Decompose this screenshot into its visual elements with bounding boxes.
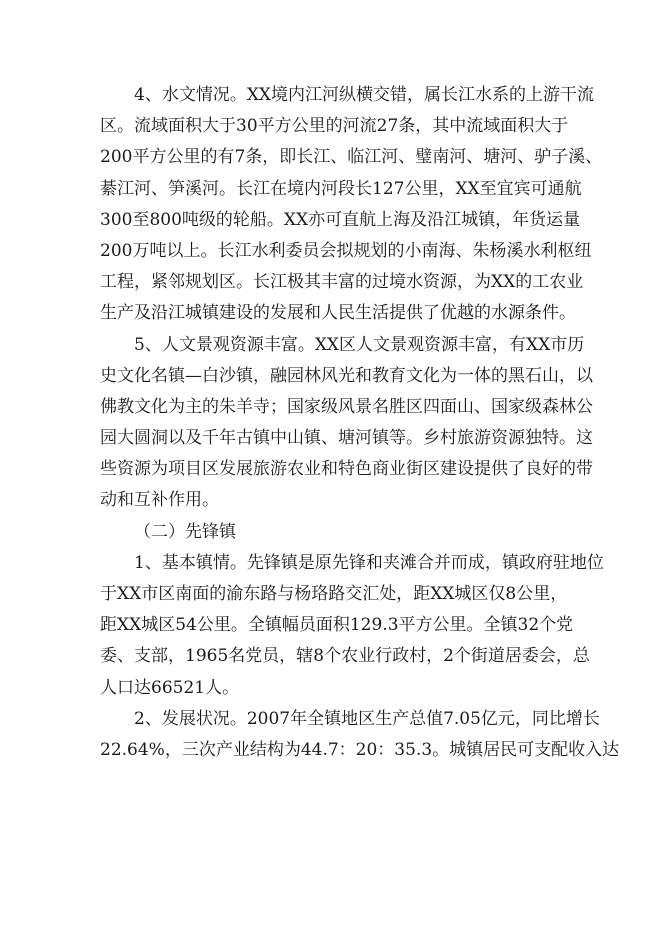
text-line: 佛教文化为主的朱羊寺；国家级风景名胜区四面山、国家级森林公	[100, 396, 593, 417]
paragraph-culture	[100, 330, 593, 517]
text-line: 史文化名镇—白沙镇，融园林风光和教育文化为一体的黑石山，以	[100, 365, 593, 386]
text-line: 300至800吨级的轮船。XX亦可直航上海及沿江城镇，年货运量	[100, 209, 581, 230]
text-line: 200平方公里的有7条，即长江、临江河、璧南河、塘河、驴子溪、	[100, 147, 603, 168]
text-line: 5、人文景观资源丰富。XX区人文景观资源丰富，有XX市历	[134, 334, 585, 355]
text-line: 4、水文情况。XX境内江河纵横交错，属长江水系的上游干流	[134, 85, 595, 105]
text-line: 200万吨以上。长江水利委员会拟规划的小南海、朱杨溪水利枢纽	[100, 240, 592, 261]
text-line: 动和互补作用。	[100, 490, 219, 511]
text-line: 些资源为项目区发展旅游农业和特色商业街区建设提供了良好的带	[100, 459, 593, 480]
paragraph-basic	[100, 548, 604, 704]
text-line: 于XX市区南面的渝东路与杨珞路交汇处，距XX城区仅8公里，	[100, 584, 568, 604]
text-line: 人口达66521人。	[100, 677, 240, 698]
text-line: 綦江河、笋溪河。长江在境内河段长127公里，XX至宜宾可通航	[100, 178, 582, 199]
paragraph-water	[100, 80, 603, 330]
text-line: 区。流域面积大于30平方公里的河流27条，其中流域面积大于	[100, 116, 569, 137]
text-line: 工程，紧邻规划区。长江极其丰富的过境水资源，为XX的工农业	[100, 272, 584, 293]
text-line: 委、支部，1965名党员，辖8个农业行政村，2个街道居委会，总	[100, 646, 590, 667]
paragraph-development	[100, 704, 620, 766]
text-line: 2、发展状况。2007年全镇地区生产总值7.05亿元，同比增长	[134, 708, 600, 729]
text-line: 距XX城区54公里。全镇幅员面积129.3平方公里。全镇32个党	[100, 615, 574, 636]
section-heading-text: （二）先锋镇	[134, 521, 236, 542]
text-line: 园大圆洞以及千年古镇中山镇、塘河镇等。乡村旅游资源独特。这	[100, 428, 593, 449]
text-line: 1、基本镇情。先锋镇是原先锋和夹滩合并而成，镇政府驻地位	[134, 552, 604, 573]
text-line: 22.64%，三次产业结构为44.7：20：35.3。城镇居民可支配收入达	[100, 739, 620, 760]
section-heading	[100, 517, 562, 548]
document-body	[100, 80, 620, 766]
text-line: 生产及沿江城镇建设的发展和人民生活提供了优越的水源条件。	[100, 303, 576, 324]
